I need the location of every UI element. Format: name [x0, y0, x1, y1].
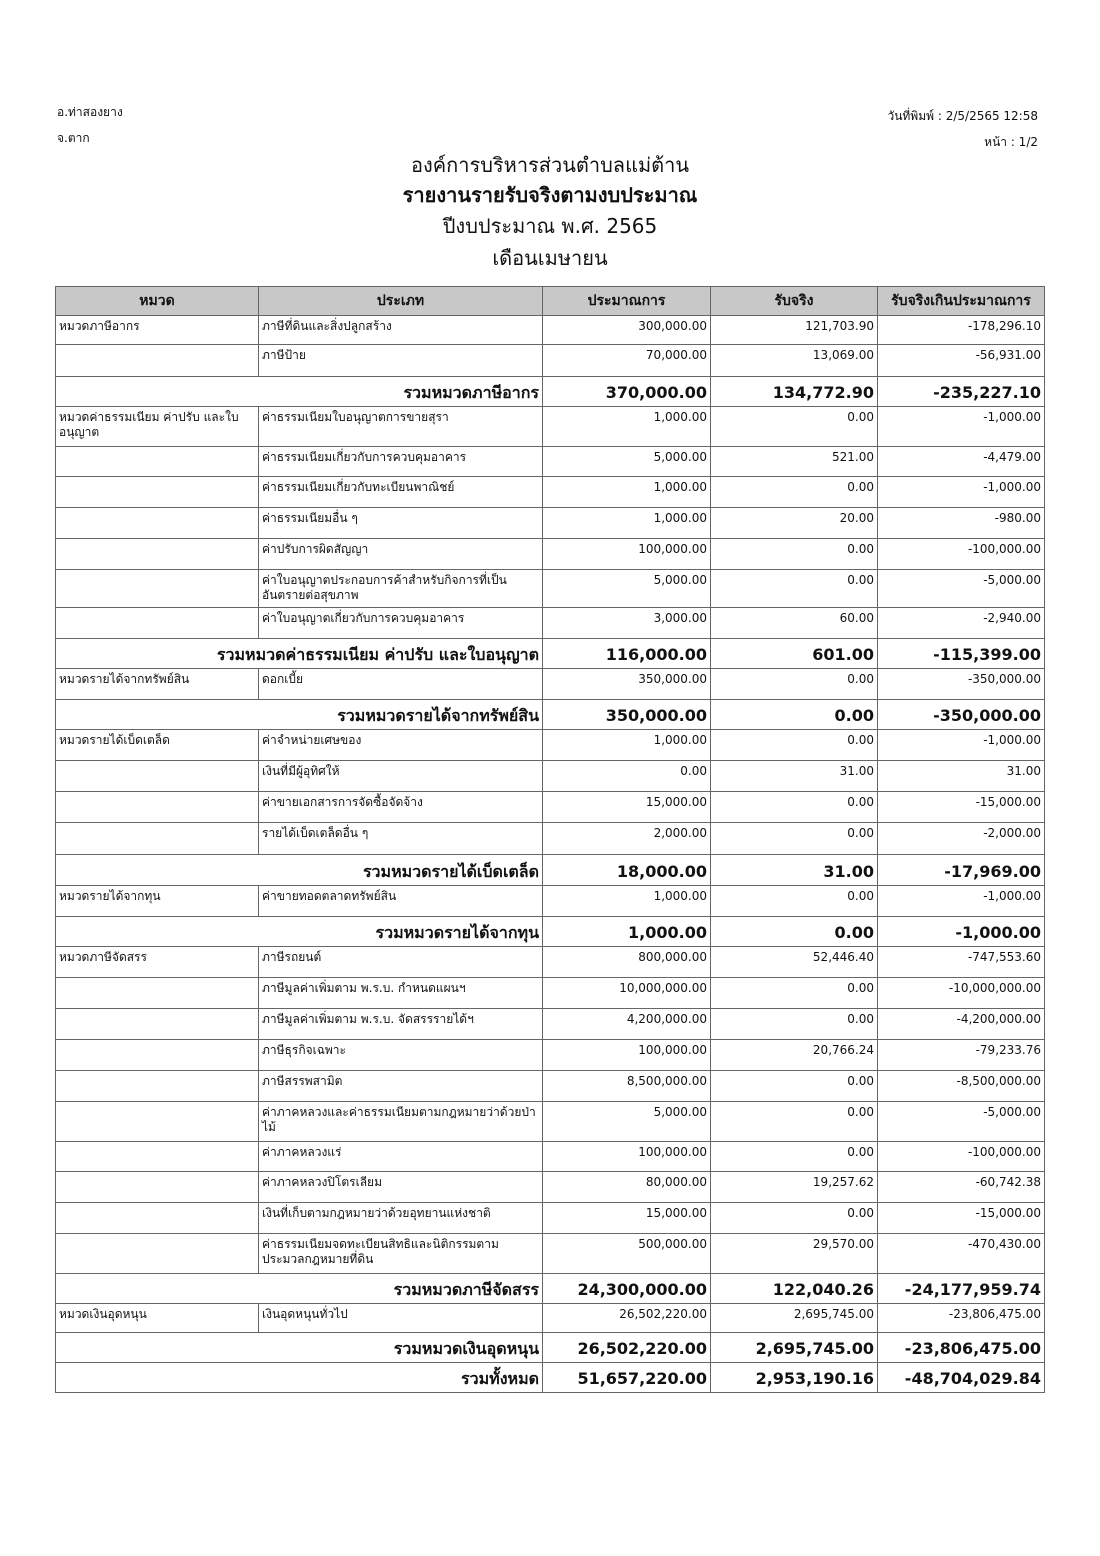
estimate-cell: 5,000.00	[543, 1102, 711, 1142]
group-total-row	[56, 1333, 1045, 1363]
group-total-row	[56, 917, 1045, 947]
col-header-type: ประเภท	[259, 287, 543, 316]
group-total-label: รวมหมวดภาษีจัดสรร	[56, 1274, 543, 1304]
estimate-cell: 1,000.00	[543, 407, 711, 447]
group-total-row	[56, 1274, 1045, 1304]
group-total-label: รวมหมวดรายได้จากทรัพย์สิน	[56, 700, 543, 730]
table-row	[56, 1102, 1045, 1142]
diff-cell: -2,000.00	[878, 823, 1045, 855]
estimate-cell: 800,000.00	[543, 947, 711, 978]
estimate-cell: 3,000.00	[543, 608, 711, 639]
group-total-label: รวมหมวดค่าธรรมเนียม ค่าปรับ และใบอนุญาต	[56, 639, 543, 669]
group-total-diff: -350,000.00	[878, 700, 1045, 730]
col-header-estimate: ประมาณการ	[543, 287, 711, 316]
group-total-estimate: 350,000.00	[543, 700, 711, 730]
diff-cell: -470,430.00	[878, 1234, 1045, 1274]
actual-cell: 0.00	[711, 1071, 878, 1102]
diff-cell: -23,806,475.00	[878, 1304, 1045, 1333]
table-row	[56, 1009, 1045, 1040]
diff-cell: -2,940.00	[878, 608, 1045, 639]
table-row	[56, 1172, 1045, 1203]
report-title: รายงานรายรับจริงตามงบประมาณ	[402, 183, 698, 207]
actual-cell: 0.00	[711, 730, 878, 761]
type-cell: ภาษีที่ดินและสิ่งปลูกสร้าง	[259, 316, 543, 345]
category-cell	[56, 1142, 259, 1172]
estimate-cell: 5,000.00	[543, 447, 711, 477]
estimate-cell: 26,502,220.00	[543, 1304, 711, 1333]
type-cell: ค่าธรรมเนียมเกี่ยวกับการควบคุมอาคาร	[259, 447, 543, 477]
group-total-actual: 0.00	[711, 700, 878, 730]
type-cell: ภาษีมูลค่าเพิ่มตาม พ.ร.บ. กำหนดแผนฯ	[259, 978, 543, 1009]
type-cell: ค่าภาคหลวงแร่	[259, 1142, 543, 1172]
actual-cell: 0.00	[711, 886, 878, 917]
estimate-cell: 1,000.00	[543, 508, 711, 539]
type-cell: ภาษีรถยนต์	[259, 947, 543, 978]
group-total-row	[56, 639, 1045, 669]
diff-cell: -100,000.00	[878, 1142, 1045, 1172]
diff-cell: -4,200,000.00	[878, 1009, 1045, 1040]
diff-cell: -5,000.00	[878, 1102, 1045, 1142]
table-row	[56, 669, 1045, 700]
category-cell	[56, 823, 259, 855]
diff-cell: -178,296.10	[878, 316, 1045, 345]
table-row	[56, 508, 1045, 539]
table-row	[56, 1040, 1045, 1071]
category-cell: หมวดรายได้เบ็ดเตล็ด	[56, 730, 259, 761]
estimate-cell: 300,000.00	[543, 316, 711, 345]
table-row	[56, 730, 1045, 761]
type-cell: ค่าใบอนุญาตเกี่ยวกับการควบคุมอาคาร	[259, 608, 543, 639]
diff-cell: -56,931.00	[878, 345, 1045, 377]
type-cell: ค่าขายเอกสารการจัดซื้อจัดจ้าง	[259, 792, 543, 823]
group-total-diff: -17,969.00	[878, 855, 1045, 886]
group-total-actual: 134,772.90	[711, 377, 878, 407]
table-row	[56, 345, 1045, 377]
actual-cell: 0.00	[711, 570, 878, 608]
diff-cell: -1,000.00	[878, 477, 1045, 508]
type-cell: ค่าปรับการผิดสัญญา	[259, 539, 543, 570]
type-cell: เงินอุดหนุนทั่วไป	[259, 1304, 543, 1333]
actual-cell: 521.00	[711, 447, 878, 477]
table-row	[56, 539, 1045, 570]
estimate-cell: 100,000.00	[543, 1040, 711, 1071]
table-body	[56, 316, 1045, 1393]
grand-total-estimate: 51,657,220.00	[543, 1363, 711, 1393]
category-cell	[56, 477, 259, 508]
category-cell	[56, 1203, 259, 1234]
print-date: วันที่พิมพ์ : 2/5/2565 12:58	[887, 109, 1038, 123]
district-label: อ.ท่าสองยาง	[57, 105, 123, 119]
category-cell	[56, 978, 259, 1009]
table-row	[56, 1234, 1045, 1274]
type-cell: ภาษีธุรกิจเฉพาะ	[259, 1040, 543, 1071]
category-cell	[56, 1009, 259, 1040]
category-cell	[56, 608, 259, 639]
category-cell	[56, 1040, 259, 1071]
group-total-estimate: 18,000.00	[543, 855, 711, 886]
grand-total-row	[56, 1363, 1045, 1393]
grand-total-actual: 2,953,190.16	[711, 1363, 878, 1393]
report-month: เดือนเมษายน	[492, 246, 608, 270]
group-total-label: รวมหมวดเงินอุดหนุน	[56, 1333, 543, 1363]
category-cell: หมวดภาษีจัดสรร	[56, 947, 259, 978]
type-cell: ค่าธรรมเนียมจดทะเบียนสิทธิและนิติกรรมตามประมวลกฎหมายที่ดิน	[259, 1234, 543, 1274]
group-total-actual: 601.00	[711, 639, 878, 669]
estimate-cell: 15,000.00	[543, 792, 711, 823]
category-cell	[56, 1234, 259, 1274]
category-cell: หมวดภาษีอากร	[56, 316, 259, 345]
type-cell: ค่าจำหน่ายเศษของ	[259, 730, 543, 761]
table-row	[56, 1142, 1045, 1172]
table-row	[56, 447, 1045, 477]
category-cell: หมวดเงินอุดหนุน	[56, 1304, 259, 1333]
category-cell	[56, 1071, 259, 1102]
estimate-cell: 100,000.00	[543, 1142, 711, 1172]
table-row	[56, 823, 1045, 855]
actual-cell: 0.00	[711, 1009, 878, 1040]
table-row	[56, 477, 1045, 508]
group-total-row	[56, 377, 1045, 407]
col-header-actual: รับจริง	[711, 287, 878, 316]
table-row	[56, 761, 1045, 792]
diff-cell: -350,000.00	[878, 669, 1045, 700]
category-cell	[56, 1102, 259, 1142]
type-cell: ค่าธรรมเนียมอื่น ๆ	[259, 508, 543, 539]
type-cell: เงินที่มีผู้อุทิศให้	[259, 761, 543, 792]
estimate-cell: 500,000.00	[543, 1234, 711, 1274]
actual-cell: 19,257.62	[711, 1172, 878, 1203]
actual-cell: 0.00	[711, 1142, 878, 1172]
fiscal-year: ปีงบประมาณ พ.ศ. 2565	[442, 214, 658, 238]
grand-total-diff: -48,704,029.84	[878, 1363, 1045, 1393]
report-titles	[0, 150, 1100, 274]
group-total-row	[56, 700, 1045, 730]
diff-cell: -15,000.00	[878, 792, 1045, 823]
actual-cell: 20,766.24	[711, 1040, 878, 1071]
estimate-cell: 1,000.00	[543, 730, 711, 761]
category-cell	[56, 447, 259, 477]
col-header-category: หมวด	[56, 287, 259, 316]
type-cell: ดอกเบี้ย	[259, 669, 543, 700]
diff-cell: -1,000.00	[878, 730, 1045, 761]
diff-cell: -100,000.00	[878, 539, 1045, 570]
diff-cell: -60,742.38	[878, 1172, 1045, 1203]
actual-cell: 52,446.40	[711, 947, 878, 978]
actual-cell: 31.00	[711, 761, 878, 792]
estimate-cell: 15,000.00	[543, 1203, 711, 1234]
diff-cell: -5,000.00	[878, 570, 1045, 608]
estimate-cell: 8,500,000.00	[543, 1071, 711, 1102]
estimate-cell: 350,000.00	[543, 669, 711, 700]
group-total-label: รวมหมวดภาษีอากร	[56, 377, 543, 407]
group-total-label: รวมหมวดรายได้จากทุน	[56, 917, 543, 947]
diff-cell: -15,000.00	[878, 1203, 1045, 1234]
revenue-table	[55, 286, 1045, 1393]
group-total-diff: -235,227.10	[878, 377, 1045, 407]
page-number: หน้า : 1/2	[984, 135, 1038, 149]
category-cell	[56, 539, 259, 570]
diff-cell: -79,233.76	[878, 1040, 1045, 1071]
actual-cell: 29,570.00	[711, 1234, 878, 1274]
table-row	[56, 886, 1045, 917]
estimate-cell: 10,000,000.00	[543, 978, 711, 1009]
actual-cell: 60.00	[711, 608, 878, 639]
type-cell: ค่าธรรมเนียมใบอนุญาตการขายสุรา	[259, 407, 543, 447]
table-row	[56, 1203, 1045, 1234]
category-cell	[56, 792, 259, 823]
type-cell: ค่าขายทอดตลาดทรัพย์สิน	[259, 886, 543, 917]
type-cell: ค่าภาคหลวงและค่าธรรมเนียมตามกฎหมายว่าด้วยป่าไม้	[259, 1102, 543, 1142]
actual-cell: 0.00	[711, 792, 878, 823]
estimate-cell: 4,200,000.00	[543, 1009, 711, 1040]
table-row	[56, 570, 1045, 608]
type-cell: รายได้เบ็ดเตล็ดอื่น ๆ	[259, 823, 543, 855]
estimate-cell: 80,000.00	[543, 1172, 711, 1203]
category-cell	[56, 570, 259, 608]
type-cell: ค่าธรรมเนียมเกี่ยวกับทะเบียนพาณิชย์	[259, 477, 543, 508]
actual-cell: 0.00	[711, 407, 878, 447]
estimate-cell: 100,000.00	[543, 539, 711, 570]
actual-cell: 13,069.00	[711, 345, 878, 377]
group-total-actual: 2,695,745.00	[711, 1333, 878, 1363]
actual-cell: 121,703.90	[711, 316, 878, 345]
type-cell: ภาษีป้าย	[259, 345, 543, 377]
table-row	[56, 947, 1045, 978]
table-row	[56, 407, 1045, 447]
estimate-cell: 2,000.00	[543, 823, 711, 855]
type-cell: ภาษีมูลค่าเพิ่มตาม พ.ร.บ. จัดสรรรายได้ฯ	[259, 1009, 543, 1040]
type-cell: ภาษีสรรพสามิต	[259, 1071, 543, 1102]
org-name: องค์การบริหารส่วนตำบลแม่ต้าน	[410, 153, 690, 177]
diff-cell: -980.00	[878, 508, 1045, 539]
type-cell: ค่าภาคหลวงปิโตรเลียม	[259, 1172, 543, 1203]
category-cell	[56, 761, 259, 792]
category-cell: หมวดรายได้จากทุน	[56, 886, 259, 917]
table-row	[56, 316, 1045, 345]
group-total-actual: 0.00	[711, 917, 878, 947]
estimate-cell: 1,000.00	[543, 886, 711, 917]
actual-cell: 2,695,745.00	[711, 1304, 878, 1333]
type-cell: ค่าใบอนุญาตประกอบการค้าสำหรับกิจการที่เป็นอันตรายต่อสุขภาพ	[259, 570, 543, 608]
diff-cell: -8,500,000.00	[878, 1071, 1045, 1102]
estimate-cell: 70,000.00	[543, 345, 711, 377]
category-cell	[56, 508, 259, 539]
group-total-actual: 31.00	[711, 855, 878, 886]
actual-cell: 0.00	[711, 978, 878, 1009]
diff-cell: -1,000.00	[878, 407, 1045, 447]
actual-cell: 20.00	[711, 508, 878, 539]
actual-cell: 0.00	[711, 477, 878, 508]
diff-cell: -4,479.00	[878, 447, 1045, 477]
group-total-estimate: 26,502,220.00	[543, 1333, 711, 1363]
category-cell	[56, 1172, 259, 1203]
group-total-estimate: 370,000.00	[543, 377, 711, 407]
actual-cell: 0.00	[711, 669, 878, 700]
group-total-diff: -1,000.00	[878, 917, 1045, 947]
table-row	[56, 608, 1045, 639]
estimate-cell: 0.00	[543, 761, 711, 792]
group-total-estimate: 1,000.00	[543, 917, 711, 947]
group-total-estimate: 116,000.00	[543, 639, 711, 669]
group-total-label: รวมหมวดรายได้เบ็ดเตล็ด	[56, 855, 543, 886]
table-row	[56, 792, 1045, 823]
actual-cell: 0.00	[711, 539, 878, 570]
actual-cell: 0.00	[711, 1102, 878, 1142]
estimate-cell: 5,000.00	[543, 570, 711, 608]
diff-cell: 31.00	[878, 761, 1045, 792]
category-cell: หมวดรายได้จากทรัพย์สิน	[56, 669, 259, 700]
category-cell: หมวดค่าธรรมเนียม ค่าปรับ และใบอนุญาต	[56, 407, 259, 447]
group-total-diff: -24,177,959.74	[878, 1274, 1045, 1304]
diff-cell: -10,000,000.00	[878, 978, 1045, 1009]
diff-cell: -747,553.60	[878, 947, 1045, 978]
group-total-estimate: 24,300,000.00	[543, 1274, 711, 1304]
province-label: จ.ตาก	[57, 131, 90, 145]
group-total-actual: 122,040.26	[711, 1274, 878, 1304]
category-cell	[56, 345, 259, 377]
table-row	[56, 978, 1045, 1009]
table-header-row	[56, 287, 1045, 316]
actual-cell: 0.00	[711, 1203, 878, 1234]
table-row	[56, 1304, 1045, 1333]
table-row	[56, 1071, 1045, 1102]
group-total-diff: -23,806,475.00	[878, 1333, 1045, 1363]
group-total-row	[56, 855, 1045, 886]
group-total-diff: -115,399.00	[878, 639, 1045, 669]
col-header-diff: รับจริงเกินประมาณการ	[878, 287, 1045, 316]
grand-total-label: รวมทั้งหมด	[56, 1363, 543, 1393]
estimate-cell: 1,000.00	[543, 477, 711, 508]
actual-cell: 0.00	[711, 823, 878, 855]
diff-cell: -1,000.00	[878, 886, 1045, 917]
type-cell: เงินที่เก็บตามกฎหมายว่าด้วยอุทยานแห่งชาติ	[259, 1203, 543, 1234]
